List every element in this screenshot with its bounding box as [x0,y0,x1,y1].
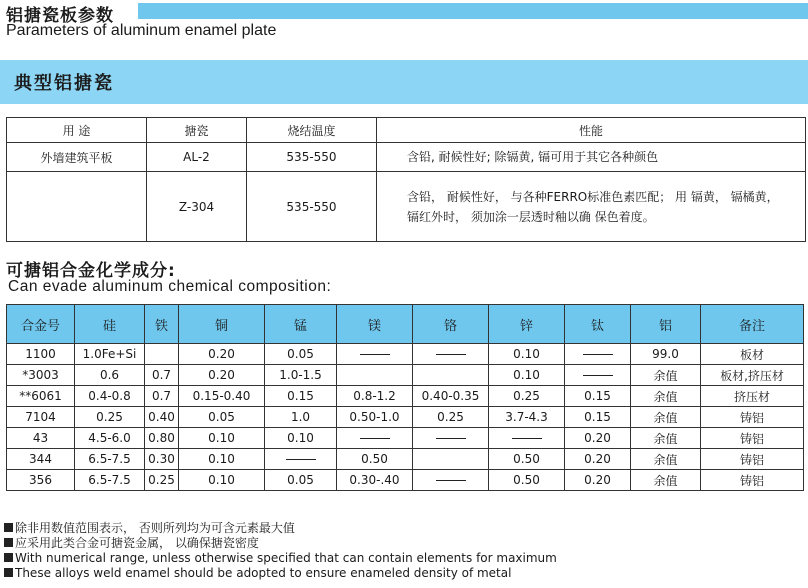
table-cell: 0.15 [565,407,631,428]
column-header: 铬 [413,305,489,344]
table-cell [413,449,489,470]
footnote-text: These alloys weld enamel should be adopted to ensure enameled density of metal [15,566,512,580]
table-cell: 0.7 [145,365,179,386]
enamel-table-header [7,118,806,143]
table-cell: 0.10 [489,344,565,365]
footnotes [4,521,557,581]
page-title-cn: 铝搪瓷板参数 [6,6,114,26]
table-cell: 0.50-1.0 [337,407,413,428]
page-title-en: Parameters of aluminum enamel plate [6,22,277,39]
table-cell [145,344,179,365]
table-cell: 0.10 [489,365,565,386]
table-cell: 0.05 [265,344,337,365]
table-cell: 0.8-1.2 [337,386,413,407]
table-cell: *3003 [7,365,75,386]
table-cell [337,344,413,365]
table-cell: 43 [7,428,75,449]
dash-mark [583,375,613,376]
column-header: 锰 [265,305,337,344]
composition-title-cn: 可搪铝合金化学成分: [6,261,176,281]
table-cell: 0.7 [145,386,179,407]
table-cell: 余值 [631,470,701,491]
table-cell: 0.50 [489,470,565,491]
table-cell: 0.10 [179,470,265,491]
dash-mark [436,438,466,439]
table-cell [337,365,413,386]
footnote-text: With numerical range, unless otherwise specified that can contain elements for maximum [15,551,557,565]
table-cell: 外墙建筑平板 [7,143,147,172]
table-cell: 挤压材 [701,386,804,407]
table-cell: 余值 [631,428,701,449]
table-row [7,386,804,407]
footnote-line [4,551,557,566]
table-cell: 535-550 [247,172,377,242]
table-cell: 0.25 [413,407,489,428]
table-cell: 0.10 [179,449,265,470]
table-cell [413,470,489,491]
table-cell: 0.15 [265,386,337,407]
dash-mark [436,480,466,481]
table-cell: 344 [7,449,75,470]
column-header: 烧结温度 [247,118,377,143]
table-cell: Z-304 [147,172,247,242]
composition-title-en: Can evade aluminum chemical composition: [8,278,332,295]
table-cell: 356 [7,470,75,491]
table-cell: 0.20 [565,428,631,449]
title-accent-bar [138,3,808,19]
table-cell: 1.0 [265,407,337,428]
enamel-table [6,117,806,242]
table-cell: 0.20 [565,470,631,491]
table-cell: 0.10 [265,428,337,449]
bullet-square-icon [4,523,13,532]
table-cell: 0.30 [145,449,179,470]
column-header: 搪瓷 [147,118,247,143]
table-cell [489,428,565,449]
table-row [7,470,804,491]
table-cell: 铸铝 [701,449,804,470]
footnote-line [4,566,557,581]
table-cell: 0.40-0.35 [413,386,489,407]
table-cell: 余值 [631,365,701,386]
table-cell: 余值 [631,386,701,407]
column-header: 锌 [489,305,565,344]
table-cell: 0.80 [145,428,179,449]
table-cell: 0.6 [75,365,145,386]
column-header: 钛 [565,305,631,344]
footnote-line [4,521,557,536]
table-cell [413,365,489,386]
table-cell: 1.0-1.5 [265,365,337,386]
dash-mark [436,354,466,355]
bullet-square-icon [4,538,13,547]
column-header: 硅 [75,305,145,344]
table-row [7,344,804,365]
column-header: 备注 [701,305,804,344]
table-cell: 铸铝 [701,428,804,449]
table-cell: 0.05 [179,407,265,428]
dash-mark [360,438,390,439]
table-cell: 0.50 [489,449,565,470]
table-cell: 99.0 [631,344,701,365]
footnote-line [4,536,557,551]
table-cell: 余值 [631,407,701,428]
dash-mark [583,354,613,355]
column-header: 铝 [631,305,701,344]
table-cell: 0.05 [265,470,337,491]
bullet-square-icon [4,553,13,562]
table-cell: 0.20 [179,365,265,386]
title-bar [2,0,808,24]
section-banner [0,60,808,104]
table-cell [413,428,489,449]
table-cell: AL-2 [147,143,247,172]
dash-mark [360,354,390,355]
table-cell: 0.10 [179,428,265,449]
alloy-table-header [7,305,804,344]
table-cell: 4.5-6.0 [75,428,145,449]
table-cell: 余值 [631,449,701,470]
table-cell: 3.7-4.3 [489,407,565,428]
table-cell [7,172,147,242]
column-header: 铜 [179,305,265,344]
table-cell [413,344,489,365]
bullet-square-icon [4,568,13,577]
table-cell [565,344,631,365]
table-cell: 1100 [7,344,75,365]
column-header: 合金号 [7,305,75,344]
table-cell: 0.25 [75,407,145,428]
table-cell: 板材 [701,344,804,365]
table-row [7,449,804,470]
table-row [7,143,806,172]
section-banner-label: 典型铝搪瓷 [14,73,114,94]
table-cell: 0.30-.40 [337,470,413,491]
table-cell: 0.15 [565,386,631,407]
table-cell: 含铅, 耐候性好; 除镉黄, 镉可用于其它各种颜色 [377,143,806,172]
table-cell: 0.50 [337,449,413,470]
alloy-composition-table [6,304,804,491]
table-cell: 含铅， 耐候性好， 与各种FERRO标准色素匹配； 用 镉黄， 镉橘黄， 镉红外时， 须加涂一层透时釉以确 保色着度。 [377,172,806,242]
table-cell: 铸铝 [701,470,804,491]
table-row [7,365,804,386]
table-cell: 板材,挤压材 [701,365,804,386]
table-cell: 0.15-0.40 [179,386,265,407]
table-cell: 6.5-7.5 [75,470,145,491]
table-cell [265,449,337,470]
table-row [7,428,804,449]
table-cell: 535-550 [247,143,377,172]
table-cell: 0.25 [489,386,565,407]
column-header: 性能 [377,118,806,143]
table-cell [565,365,631,386]
table-cell: 0.25 [145,470,179,491]
footnote-text: 除非用数值范围表示， 否则所列均为可含元素最大值 [15,521,295,535]
column-header: 镁 [337,305,413,344]
table-cell: 0.20 [565,449,631,470]
table-cell: 7104 [7,407,75,428]
table-row [7,407,804,428]
table-cell: 6.5-7.5 [75,449,145,470]
table-cell: **6061 [7,386,75,407]
column-header: 铁 [145,305,179,344]
table-row [7,172,806,242]
dash-mark [286,459,316,460]
table-cell: 0.20 [179,344,265,365]
table-cell [337,428,413,449]
table-cell: 1.0Fe+Si [75,344,145,365]
table-cell: 铸铝 [701,407,804,428]
dash-mark [512,438,542,439]
column-header: 用 途 [7,118,147,143]
table-cell: 0.40 [145,407,179,428]
footnote-text: 应采用此类合金可搪瓷金属， 以确保搪瓷密度 [15,536,259,550]
table-cell: 0.4-0.8 [75,386,145,407]
